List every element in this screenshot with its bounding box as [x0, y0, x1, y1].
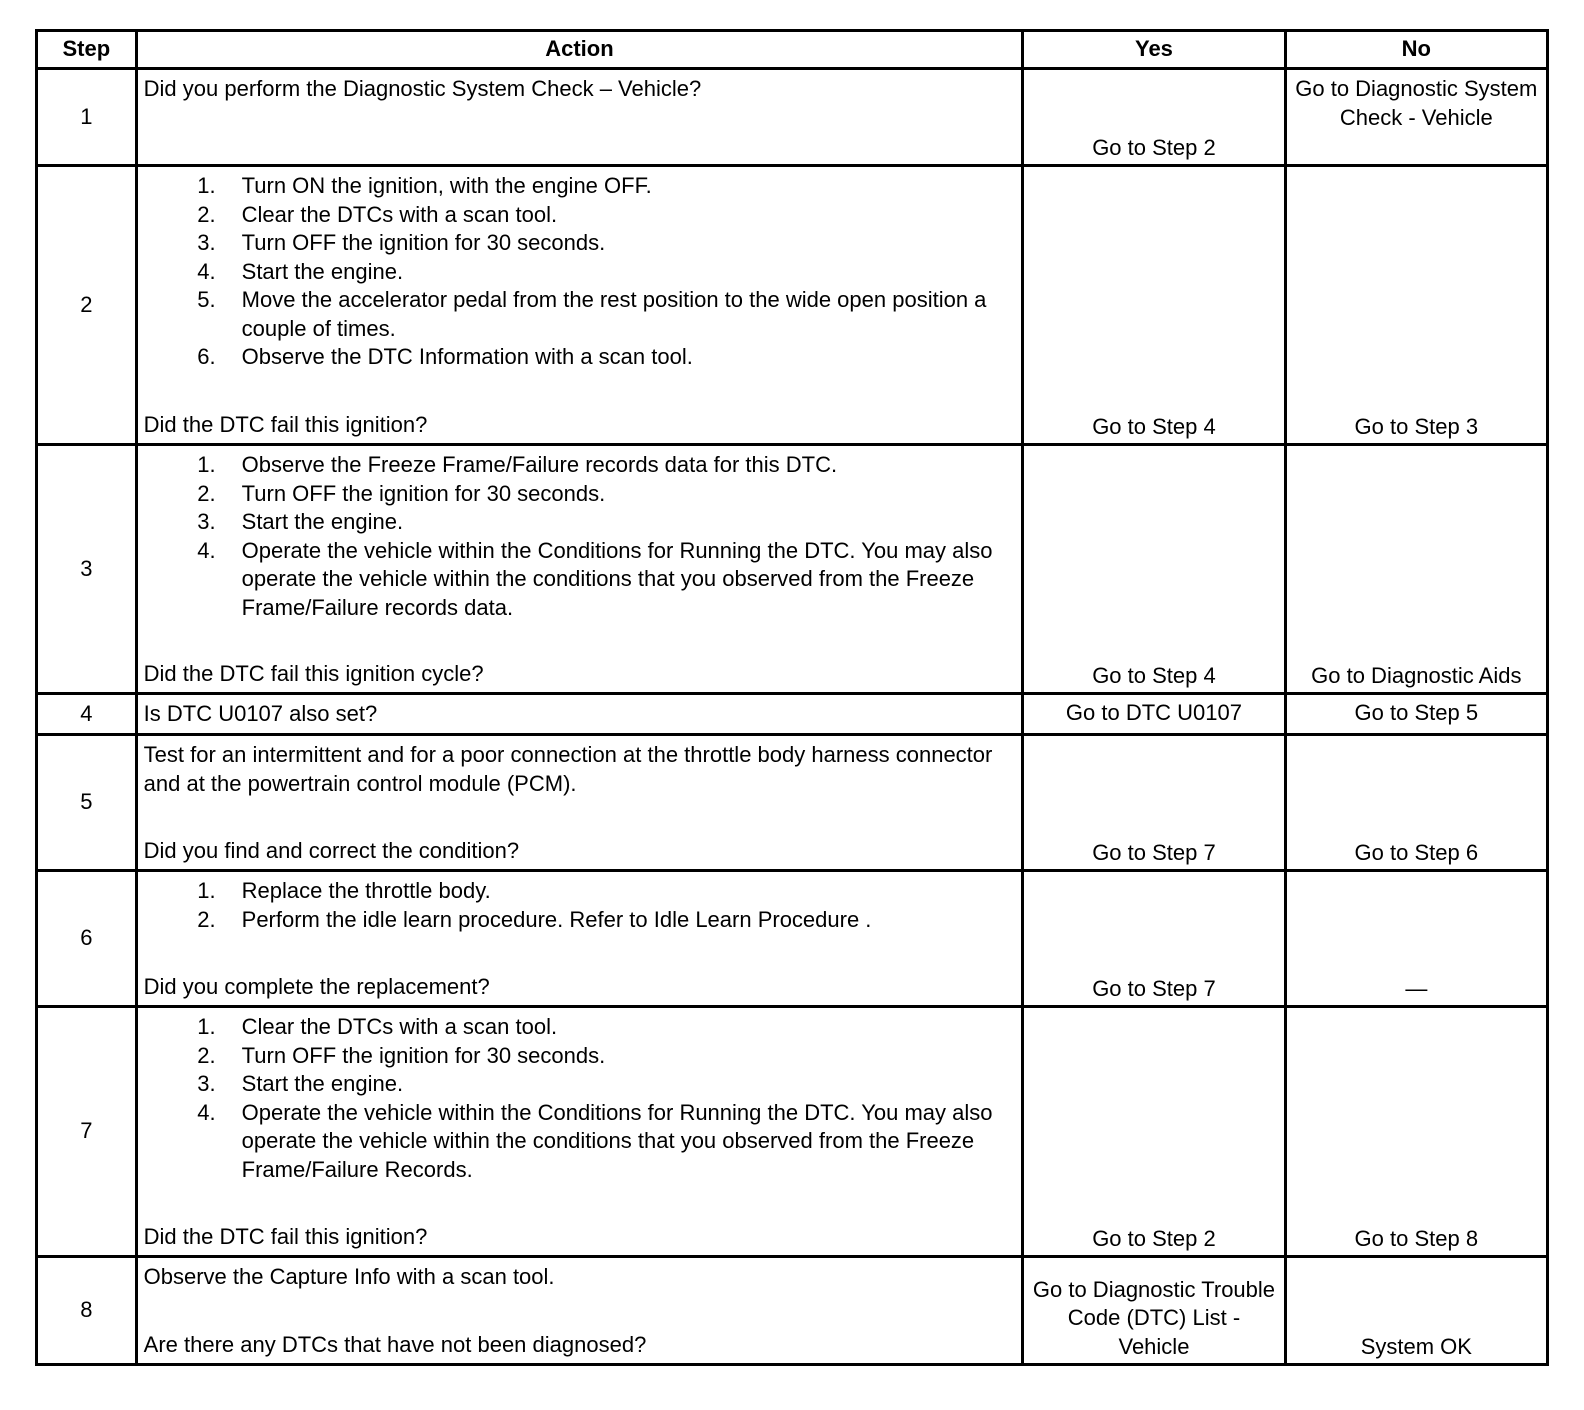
step-number: 1: [37, 69, 137, 166]
list-item: 1. Turn ON the ignition, with the engine OFF.: [197, 173, 652, 198]
question-text: Did you complete the replacement?: [143, 973, 490, 999]
list-item: 1. Replace the throttle body.: [197, 878, 491, 903]
no-result: Go to Step 3: [1285, 166, 1547, 445]
list-item: 3. Start the engine.: [197, 509, 404, 534]
step-number: 7: [37, 1007, 137, 1257]
action-cell: [136, 871, 1023, 1007]
no-result: —: [1285, 871, 1547, 1007]
list-item: 4. Operate the vehicle within the Conditions for Running the DTC. You may also operate the vehicle within the conditions that you observed from the Freeze Frame/Failure Records.: [197, 1099, 993, 1182]
header-action: Action: [136, 31, 1023, 69]
step-number: 8: [37, 1257, 137, 1365]
list-item: 2. Turn OFF the ignition for 30 seconds.: [197, 1042, 606, 1068]
question-text: Did you find and correct the condition?: [143, 837, 520, 863]
list-item: 6. Observe the DTC Information with a scan tool.: [197, 344, 693, 369]
table-row: [37, 445, 1548, 694]
question-text: Did the DTC fail this ignition?: [143, 411, 428, 437]
action-cell: [136, 1007, 1023, 1257]
action-text: Is DTC U0107 also set?: [143, 701, 378, 726]
no-result: Go to Step 6: [1285, 735, 1547, 871]
yes-result: Go to Step 7: [1023, 871, 1285, 1007]
action-text: Observe the Capture Info with a scan tool.: [143, 1264, 555, 1289]
table-row: [37, 1257, 1548, 1365]
list-item: 5. Move the accelerator pedal from the rest position to the wide open position a couple of times.: [197, 287, 987, 341]
step-number: 3: [37, 445, 137, 694]
question-text: Did the DTC fail this ignition?: [143, 1223, 428, 1249]
procedure-list: [144, 451, 1016, 622]
procedure-list: [144, 172, 1016, 372]
step-number: 5: [37, 735, 137, 871]
table-row: [37, 1007, 1548, 1257]
procedure-list: [144, 1013, 1016, 1184]
action-cell: [136, 1257, 1023, 1365]
no-result: Go to Diagnostic Aids: [1285, 445, 1547, 694]
step-number: 6: [37, 871, 137, 1007]
action-cell: [136, 69, 1023, 166]
list-item: 4. Start the engine.: [197, 258, 404, 284]
table-row: [37, 694, 1548, 735]
list-item: 2. Perform the idle learn procedure. Refer to Idle Learn Procedure .: [197, 906, 872, 932]
yes-result: Go to Diagnostic Trouble Code (DTC) List - Vehicle: [1023, 1257, 1285, 1365]
question-text: Did the DTC fail this ignition cycle?: [143, 660, 484, 686]
table-row: [37, 69, 1548, 166]
yes-result: Go to Step 4: [1023, 445, 1285, 694]
procedure-list: [144, 877, 1016, 934]
no-result: Go to Diagnostic System Check - Vehicle: [1285, 69, 1547, 166]
step-number: 4: [37, 694, 137, 735]
header-row: [37, 31, 1548, 69]
list-item: 4. Operate the vehicle within the Conditions for Running the DTC. You may also operate the vehicle within the conditions that you observed from the Freeze Frame/Failure records data.: [197, 537, 993, 620]
list-item: 2. Clear the DTCs with a scan tool.: [197, 201, 558, 227]
table-row: [37, 735, 1548, 871]
step-number: 2: [37, 166, 137, 445]
no-result: Go to Step 5: [1285, 694, 1547, 735]
list-item: 3. Turn OFF the ignition for 30 seconds.: [197, 230, 606, 255]
diagnostic-table: [35, 29, 1549, 1366]
action-text: Did you perform the Diagnostic System Check – Vehicle?: [143, 76, 702, 101]
yes-result: Go to Step 2: [1023, 69, 1285, 166]
header-step: Step: [37, 31, 137, 69]
action-cell: [136, 735, 1023, 871]
no-result: Go to Step 8: [1285, 1007, 1547, 1257]
table-row: [37, 871, 1548, 1007]
yes-result: Go to Step 4: [1023, 166, 1285, 445]
action-cell: [136, 694, 1023, 735]
no-result: System OK: [1285, 1257, 1547, 1365]
table-row: [37, 166, 1548, 445]
list-item: 1. Clear the DTCs with a scan tool.: [197, 1014, 558, 1039]
list-item: 2. Turn OFF the ignition for 30 seconds.: [197, 480, 606, 506]
action-cell: [136, 166, 1023, 445]
yes-result: Go to Step 7: [1023, 735, 1285, 871]
header-yes: Yes: [1023, 31, 1285, 69]
list-item: 1. Observe the Freeze Frame/Failure records data for this DTC.: [197, 452, 838, 477]
list-item: 3. Start the engine.: [197, 1071, 404, 1096]
action-cell: [136, 445, 1023, 694]
action-text: Test for an intermittent and for a poor connection at the throttle body harness connector and at the powertrain control module (PCM).: [143, 742, 993, 796]
question-text: Are there any DTCs that have not been diagnosed?: [143, 1331, 647, 1357]
header-no: No: [1285, 31, 1547, 69]
yes-result: Go to Step 2: [1023, 1007, 1285, 1257]
yes-result: Go to DTC U0107: [1023, 694, 1285, 735]
